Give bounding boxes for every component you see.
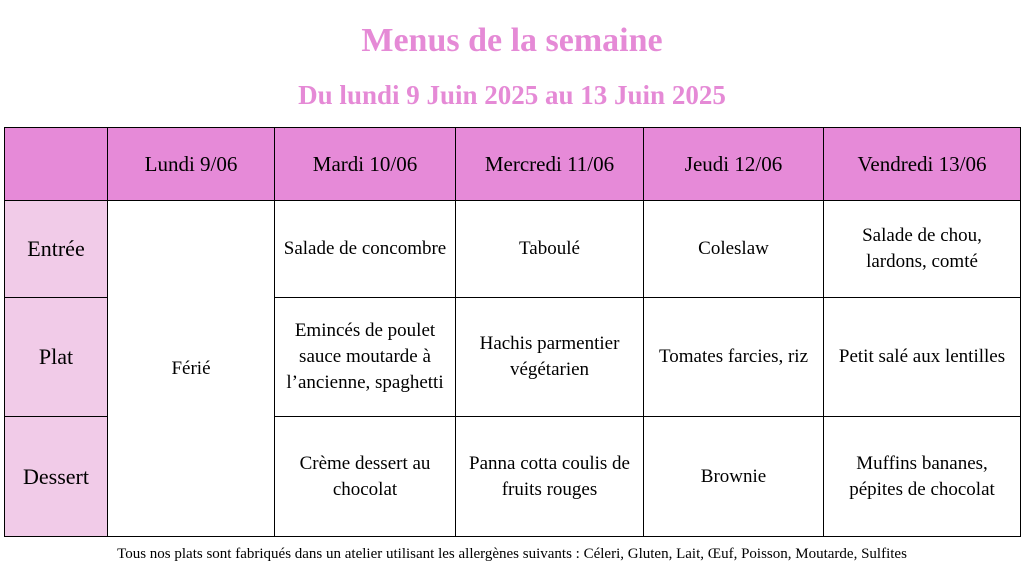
- menu-cell: Crème dessert au chocolat: [275, 417, 456, 537]
- corner-cell: [5, 128, 108, 201]
- menu-cell: Taboulé: [456, 201, 644, 298]
- day-header-mercredi: Mercredi 11/06: [456, 128, 644, 201]
- menu-cell: Brownie: [644, 417, 824, 537]
- day-header-jeudi: Jeudi 12/06: [644, 128, 824, 201]
- menu-cell: Coleslaw: [644, 201, 824, 298]
- menu-cell: Salade de concombre: [275, 201, 456, 298]
- day-header-vendredi: Vendredi 13/06: [824, 128, 1021, 201]
- page-title: Menus de la semaine: [361, 22, 663, 59]
- course-label-entree: Entrée: [5, 201, 108, 298]
- page-subtitle: Du lundi 9 Juin 2025 au 13 Juin 2025: [298, 80, 726, 110]
- day-header-mardi: Mardi 10/06: [275, 128, 456, 201]
- table-row-entree: [5, 201, 1021, 298]
- menu-cell: Muffins bananes, pépites de chocolat: [824, 417, 1021, 537]
- day-header-lundi: Lundi 9/06: [108, 128, 275, 201]
- menu-cell: Tomates farcies, riz: [644, 298, 824, 417]
- menu-cell: Panna cotta coulis de fruits rouges: [456, 417, 644, 537]
- menu-cell: Hachis parmentier végétarien: [456, 298, 644, 417]
- menu-cell: Emincés de poulet sauce moutarde à l’ancienne, spaghetti: [275, 298, 456, 417]
- course-label-dessert: Dessert: [5, 417, 108, 537]
- holiday-cell-lundi: Férié: [108, 201, 275, 537]
- table-header-row: [5, 128, 1021, 201]
- menu-cell: Petit salé aux lentilles: [824, 298, 1021, 417]
- course-label-plat: Plat: [5, 298, 108, 417]
- weekly-menu-table: [4, 127, 1021, 537]
- menu-cell: Salade de chou, lardons, comté: [824, 201, 1021, 298]
- allergen-note: Tous nos plats sont fabriqués dans un atelier utilisant les allergènes suivants : Céleri, Gluten, Lait, Œuf, Poisson, Moutarde, Sulfites: [117, 546, 907, 562]
